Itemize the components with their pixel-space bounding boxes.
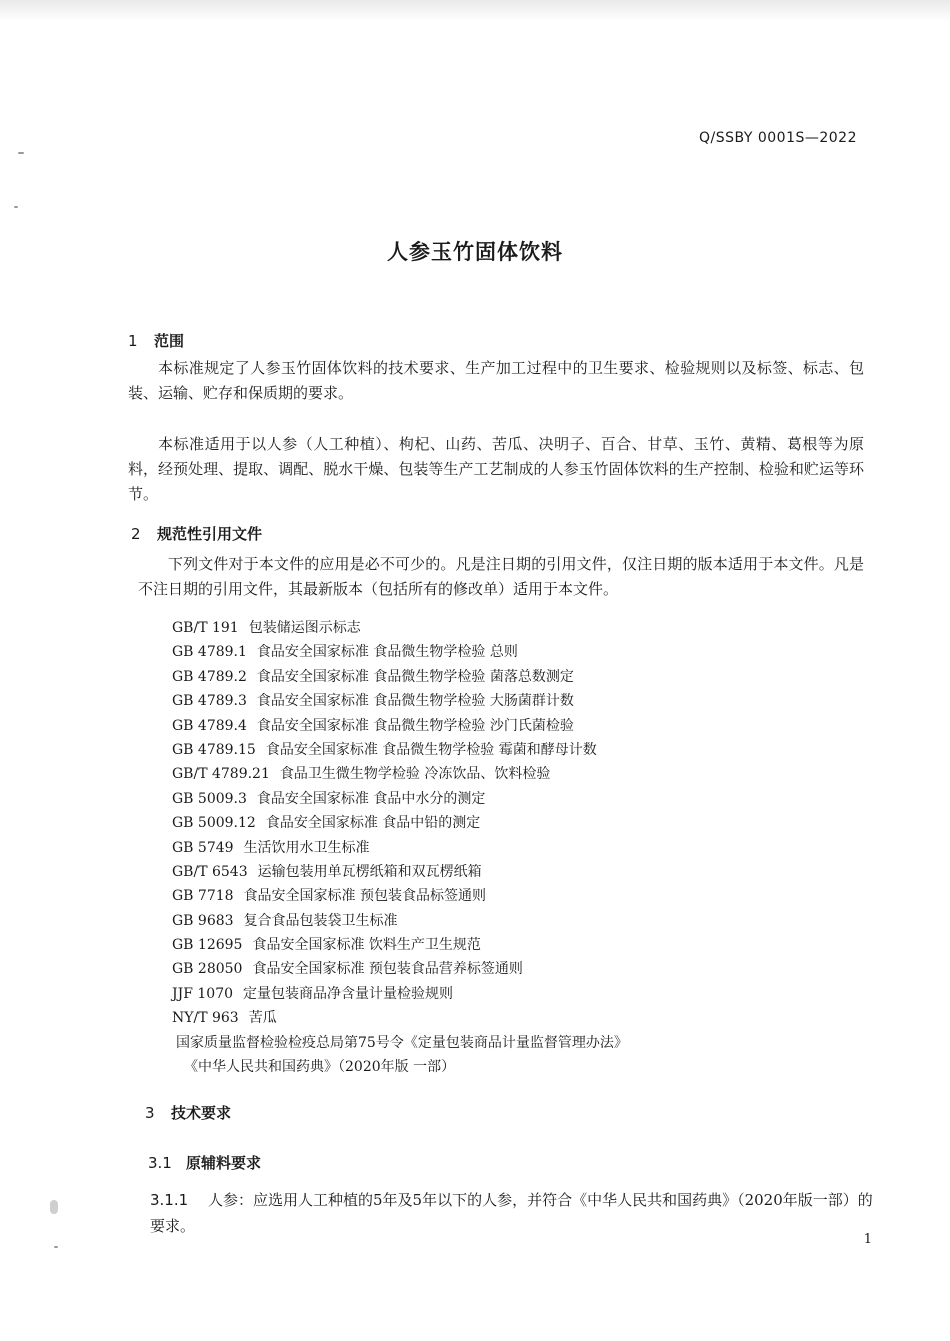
reference-name: 复合食品包装袋卫生标准 <box>243 912 398 929</box>
reference-item <box>172 665 732 689</box>
reference-code: GB/T 4789.21 <box>172 766 270 783</box>
reference-code: GB 4789.3 <box>172 693 247 710</box>
reference-name: 食品安全国家标准 食品微生物学检验 沙门氏菌检验 <box>256 717 574 734</box>
reference-code: NY/T 963 <box>172 1010 239 1027</box>
reference-name: 生活饮用水卫生标准 <box>243 839 370 856</box>
section-title: 规范性引用文件 <box>157 525 263 543</box>
reference-name: 食品安全国家标准 预包装食品营养标签通则 <box>252 961 523 978</box>
subsection-3-1-heading <box>148 1152 261 1173</box>
section-title: 技术要求 <box>171 1104 232 1122</box>
reference-code: GB 4789.15 <box>172 741 256 758</box>
reference-code: GB 4789.4 <box>172 717 247 734</box>
reference-name: 食品安全国家标准 预包装食品标签通则 <box>243 888 487 905</box>
reference-item <box>172 811 732 835</box>
reference-name: 包装储运图示标志 <box>248 620 361 636</box>
reference-list <box>172 616 732 1079</box>
scan-artifact <box>14 206 18 208</box>
reference-code: GB 4789.2 <box>172 668 247 685</box>
clause-number: 3.1.1 <box>150 1191 189 1209</box>
reference-name: 食品安全国家标准 食品微生物学检验 霉菌和酵母计数 <box>265 741 597 758</box>
reference-code: GB 5009.3 <box>172 790 247 807</box>
reference-name: 食品安全国家标准 食品中水分的测定 <box>256 790 486 807</box>
reference-item <box>172 689 732 713</box>
reference-name: 运输包装用单瓦楞纸箱和双瓦楞纸箱 <box>257 863 482 880</box>
clause-text: 人参：应选用人工种植的5年及5年以下的人参，并符合《中华人民共和国药典》（2020年版一部）的要求。 <box>150 1191 873 1235</box>
section-title: 范围 <box>154 332 185 350</box>
reference-code: GB 5749 <box>172 839 234 856</box>
section-number: 2 <box>131 525 141 543</box>
subsection-number: 3.1 <box>148 1154 172 1172</box>
reference-name: 食品卫生微生物学检验 冷冻饮品、饮料检验 <box>279 766 551 783</box>
reference-item <box>172 957 732 981</box>
reference-item <box>172 714 732 738</box>
reference-code: GB 7718 <box>172 888 234 905</box>
reference-name: 定量包装商品净含量计量检验规则 <box>243 985 454 1002</box>
scan-artifact <box>18 152 24 154</box>
section-2-heading <box>131 523 262 544</box>
document-code: Q/SSBY 0001S—2022 <box>699 130 857 146</box>
reference-name: 食品安全国家标准 食品微生物学检验 大肠菌群计数 <box>256 693 574 710</box>
scan-edge-shade <box>0 0 950 22</box>
reference-name: 食品安全国家标准 食品微生物学检验 总则 <box>256 644 518 661</box>
reference-name: 食品安全国家标准 饮料生产卫生规范 <box>252 937 481 954</box>
reference-item <box>172 787 732 811</box>
scan-artifact <box>54 1246 58 1248</box>
reference-item <box>172 1006 732 1030</box>
page-number: 1 <box>863 1232 872 1247</box>
document-title: 人参玉竹固体饮料 <box>387 240 563 264</box>
scan-artifact <box>50 1200 58 1214</box>
reference-code: JJF 1070 <box>172 985 234 1002</box>
section-number: 3 <box>145 1104 155 1122</box>
reference-item <box>172 933 732 957</box>
section-1-paragraph-2: 本标准适用于以人参（人工种植）、枸杞、山药、苦瓜、决明子、百合、甘草、玉竹、黄精、葛根等为原料，经预处理、提取、调配、脱水干燥、包装等生产工艺制成的人参玉竹固体饮料的生产控制、检验和贮运等环节。 <box>128 435 864 503</box>
reference-item <box>172 738 732 762</box>
section-2-intro: 下列文件对于本文件的应用是必不可少的。凡是注日期的引用文件，仅注日期的版本适用于本文件。凡是不注日期的引用文件，其最新版本（包括所有的修改单）适用于本文件。 <box>138 555 864 598</box>
reference-item-extra: 《中华人民共和国药典》（2020年版 一部） <box>184 1059 456 1076</box>
reference-code: GB 5009.12 <box>172 815 256 832</box>
reference-code: GB/T 191 <box>172 620 239 636</box>
reference-code: GB 28050 <box>172 961 243 978</box>
reference-item <box>172 762 732 786</box>
section-3-heading <box>145 1102 231 1123</box>
section-1-heading <box>128 330 184 351</box>
reference-item <box>172 836 732 860</box>
reference-name: 苦瓜 <box>248 1010 277 1027</box>
reference-name: 食品安全国家标准 食品中铅的测定 <box>265 815 481 832</box>
section-number: 1 <box>128 332 138 350</box>
reference-code: GB 12695 <box>172 937 243 954</box>
subsection-title: 原辅料要求 <box>186 1154 262 1172</box>
reference-item <box>172 616 732 640</box>
reference-code: GB/T 6543 <box>172 863 248 880</box>
reference-item <box>172 982 732 1006</box>
reference-code: GB 9683 <box>172 912 234 929</box>
reference-item <box>172 884 732 908</box>
reference-item <box>172 909 732 933</box>
clause-3-1-1 <box>150 1187 880 1239</box>
reference-name: 食品安全国家标准 食品微生物学检验 菌落总数测定 <box>256 668 574 685</box>
section-1-paragraph-1: 本标准规定了人参玉竹固体饮料的技术要求、生产加工过程中的卫生要求、检验规则以及标签、标志、包装、运输、贮存和保质期的要求。 <box>128 359 864 402</box>
reference-code: GB 4789.1 <box>172 644 247 661</box>
reference-item-extra: 国家质量监督检验检疫总局第75号令《定量包装商品计量监督管理办法》 <box>176 1034 628 1051</box>
reference-item <box>172 640 732 664</box>
reference-item <box>172 860 732 884</box>
